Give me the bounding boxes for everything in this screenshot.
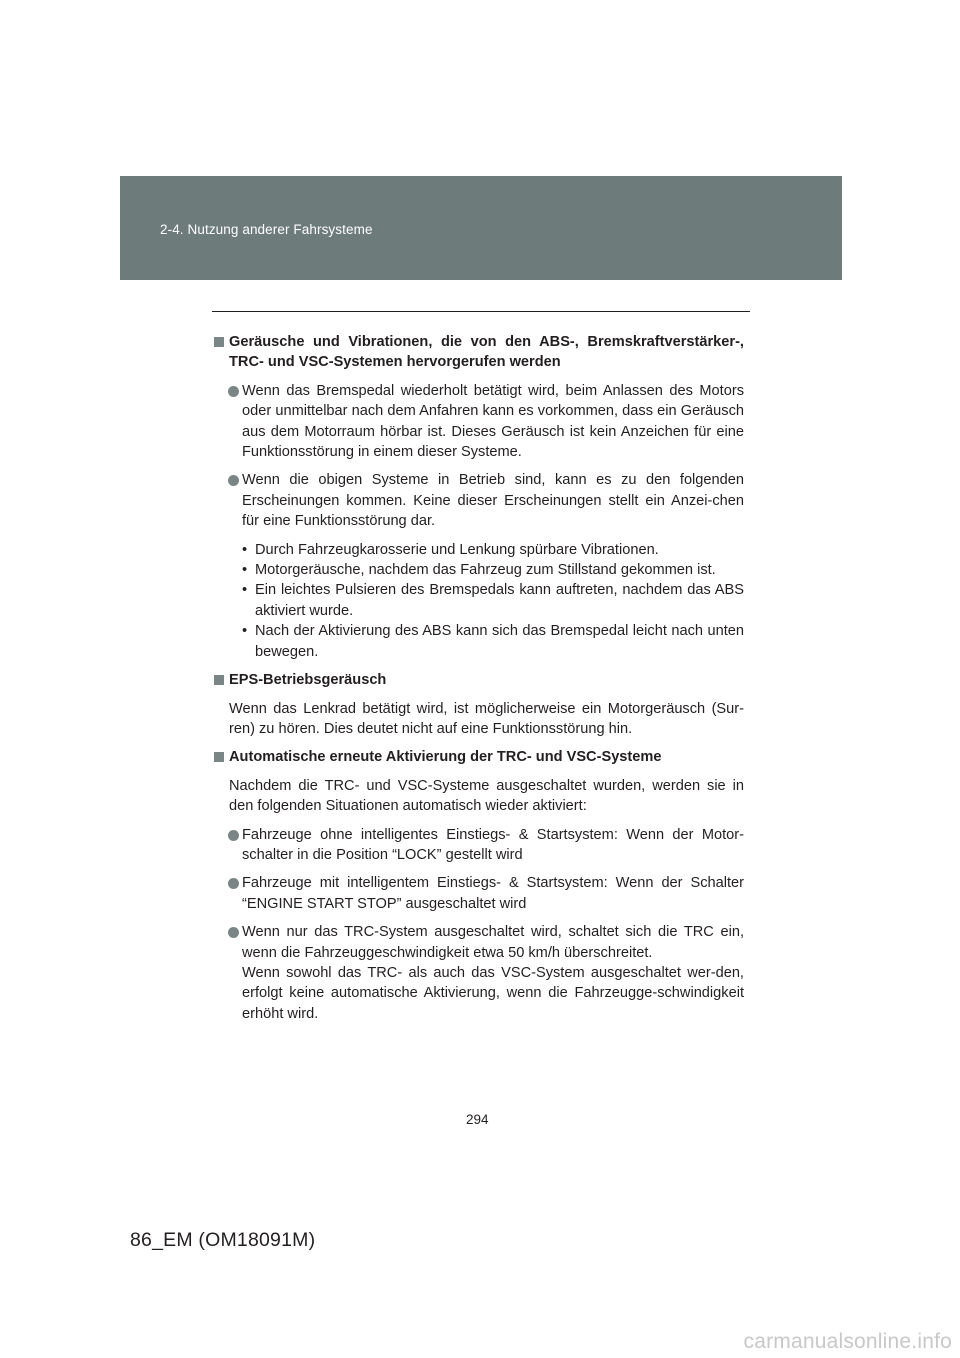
header-band <box>120 176 842 280</box>
paragraph: Wenn das Lenkrad betätigt wird, ist möglicherweise ein Motorgeräusch (Sur-ren) zu hören. Dies deutet nicht auf eine Funktionsstörung hin. <box>229 700 744 737</box>
bullet-item: Wenn die obigen Systeme in Betrieb sind, kann es zu den folgenden Erscheinungen kommen. Keine dieser Erscheinungen stellt ein Anzei-chen für eine Funktionsstörung dar. <box>214 470 744 531</box>
watermark: carmanualsonline.info <box>743 1330 952 1353</box>
bullet-text: Wenn nur das TRC-System ausgeschaltet wird, schaltet sich die TRC ein, wenn die Fahrzeuggeschwindigkeit etwa 50 km/h überschreitet. <box>242 924 744 961</box>
page-number: 294 <box>466 1112 489 1127</box>
sub-item: • Nach der Aktivierung des ABS kann sich das Bremspedal leicht nach unten bewegen. <box>214 621 744 662</box>
section-eps-noise <box>214 670 744 739</box>
sub-list <box>214 540 744 662</box>
sub-item: • Ein leichtes Pulsieren des Bremspedals kann auftreten, nachdem das ABS aktiviert wurde. <box>214 580 744 621</box>
section-heading: Geräusche und Vibrationen, die von den ABS-, Bremskraftverstärker-, TRC- und VSC-Systemen hervorgerufen werden <box>214 332 744 373</box>
section-heading: EPS-Betriebsgeräusch <box>214 670 744 690</box>
content <box>214 332 744 1032</box>
sub-item: • Motorgeräusche, nachdem das Fahrzeug zum Stillstand gekommen ist. <box>214 560 744 580</box>
section-heading: Automatische erneute Aktivierung der TRC- und VSC-Systeme <box>214 747 744 767</box>
paragraph: Nachdem die TRC- und VSC-Systeme ausgeschaltet wurden, werden sie in den folgenden Situationen automatisch wieder aktiviert: <box>229 777 744 815</box>
bullet-item <box>214 922 744 1024</box>
section-trc-vsc-reactivation <box>214 747 744 1024</box>
bullet-continuation: Wenn sowohl das TRC- als auch das VSC-System ausgeschaltet wer-den, erfolgt keine automatische Aktivierung, wenn die Fahrzeugge-schwindigkeit erhöht wird. <box>242 964 744 1022</box>
section-title: 2-4. Nutzung anderer Fahrsysteme <box>160 222 373 237</box>
document-code: 86_EM (OM18091M) <box>130 1229 316 1251</box>
bullet-item: Wenn das Bremspedal wiederholt betätigt wird, beim Anlassen des Motors oder unmittelbar nach dem Anfahren kann es vorkommen, dass ein Geräusch aus dem Motorraum hörbar ist. Dieses Geräusch ist kein Anzeichen für eine Funktionsstörung in einem dieser Systeme. <box>214 381 744 463</box>
bullet-item: Fahrzeuge ohne intelligentes Einstiegs- & Startsystem: Wenn der Motor-schalter in die Position “LOCK” gestellt wird <box>214 825 744 866</box>
sub-item: • Durch Fahrzeugkarosserie und Lenkung spürbare Vibrationen. <box>214 540 744 560</box>
divider <box>212 311 750 312</box>
section-noise-vibration <box>214 332 744 662</box>
bullet-item: Fahrzeuge mit intelligentem Einstiegs- & Startsystem: Wenn der Schalter “ENGINE START STOP” ausgeschaltet wird <box>214 873 744 914</box>
